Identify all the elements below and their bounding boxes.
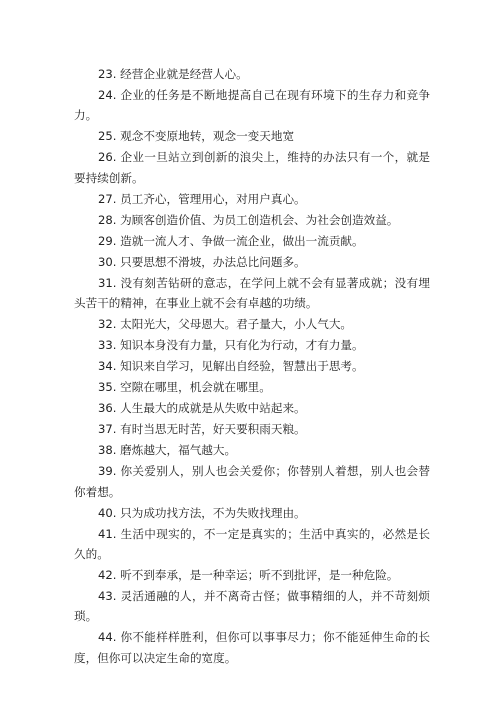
item-text: 知识来自学习，见解出自经验，智慧出于思考。 (120, 359, 364, 374)
list-item (74, 461, 430, 502)
item-number: 36. (98, 401, 117, 416)
item-text: 企业的任务是不断地提高自己在现有环境下的生存力和竞争力。 (74, 88, 430, 123)
list-item (74, 189, 430, 209)
list-item (74, 419, 430, 439)
list-item (74, 64, 430, 84)
item-text: 造就一流人才、争做一流企业，做出一流贡献。 (120, 233, 364, 248)
item-number: 31. (98, 275, 117, 290)
item-number: 42. (98, 568, 117, 583)
item-text: 为顾客创造价值、为员工创造机会、为社会创造效益。 (120, 212, 399, 227)
list-item (74, 231, 430, 251)
list-item (74, 398, 430, 418)
item-text: 人生最大的成就是从失败中站起来。 (120, 401, 306, 416)
item-number: 34. (98, 359, 117, 374)
item-text: 你不能样样胜利，但你可以事事尽力；你不能延伸生命的长度，但你可以决定生命的宽度。 (74, 630, 430, 665)
list-item (74, 85, 430, 126)
item-text: 太阳光大，父母恩大。君子量大，小人气大。 (120, 317, 353, 332)
item-number: 30. (98, 254, 117, 269)
item-text: 灵活通融的人，并不离奇古怪；做事精细的人，并不苛刻烦琐。 (74, 589, 430, 624)
item-number: 27. (98, 191, 117, 206)
item-text: 空隙在哪里，机会就在哪里。 (120, 380, 271, 395)
list-item (74, 356, 430, 376)
item-text: 磨炼越大，福气越大。 (120, 443, 237, 458)
item-text: 生活中现实的，不一定是真实的；生活中真实的，必然是长久的。 (74, 526, 430, 562)
list-item (74, 565, 430, 585)
item-text: 有时当思无时苦，好天要积雨天粮。 (120, 422, 306, 437)
item-number: 32. (98, 317, 117, 332)
item-number: 38. (98, 443, 117, 458)
list-item (74, 273, 430, 314)
item-text: 只要思想不滑坡，办法总比问题多。 (120, 254, 306, 269)
item-text: 知识本身没有力量，只有化为行动，才有力量。 (120, 338, 364, 353)
item-text: 没有刻苦钻研的意志，在学问上就不会有显著成就；没有埋头苦干的精神，在事业上就不会有卓越的功绩。 (74, 275, 430, 311)
list-item (74, 503, 430, 523)
item-text: 经营企业就是经营人心。 (120, 67, 248, 81)
item-number: 44. (98, 630, 117, 645)
item-text: 员工齐心，管理用心，对用户真心。 (120, 191, 306, 206)
list-item (74, 252, 430, 272)
list-item (74, 586, 430, 627)
list-item (74, 210, 430, 230)
item-number: 28. (98, 212, 117, 227)
item-number: 24. (98, 88, 117, 102)
item-text: 企业一旦站立到创新的浪尖上，维持的办法只有一个，就是要持续创新。 (74, 150, 430, 185)
item-number: 23. (98, 67, 117, 81)
list-item (74, 126, 430, 146)
document-body (74, 64, 430, 669)
item-number: 41. (98, 526, 117, 541)
item-number: 33. (98, 338, 117, 353)
item-number: 29. (98, 233, 117, 248)
item-text: 只为成功找方法，不为失败找理由。 (120, 505, 306, 520)
item-number: 43. (98, 589, 117, 604)
list-item (74, 440, 430, 460)
item-text: 听不到奉承，是一种幸运；听不到批评，是一种危险。 (120, 568, 399, 583)
list-item (74, 377, 430, 397)
list-item (74, 147, 430, 188)
item-text: 你关爱别人，别人也会关爱你；你替别人着想，别人也会替你着想。 (74, 464, 430, 499)
item-number: 40. (98, 505, 117, 520)
item-number: 26. (98, 150, 117, 165)
list-item (74, 314, 430, 334)
item-number: 37. (98, 422, 117, 437)
item-number: 25. (98, 129, 117, 144)
item-number: 39. (98, 464, 117, 479)
list-item (74, 524, 430, 565)
item-text: 观念不变原地转，观念一变天地宽 (120, 129, 295, 144)
item-number: 35. (98, 380, 117, 395)
list-item (74, 335, 430, 355)
list-item (74, 627, 430, 668)
